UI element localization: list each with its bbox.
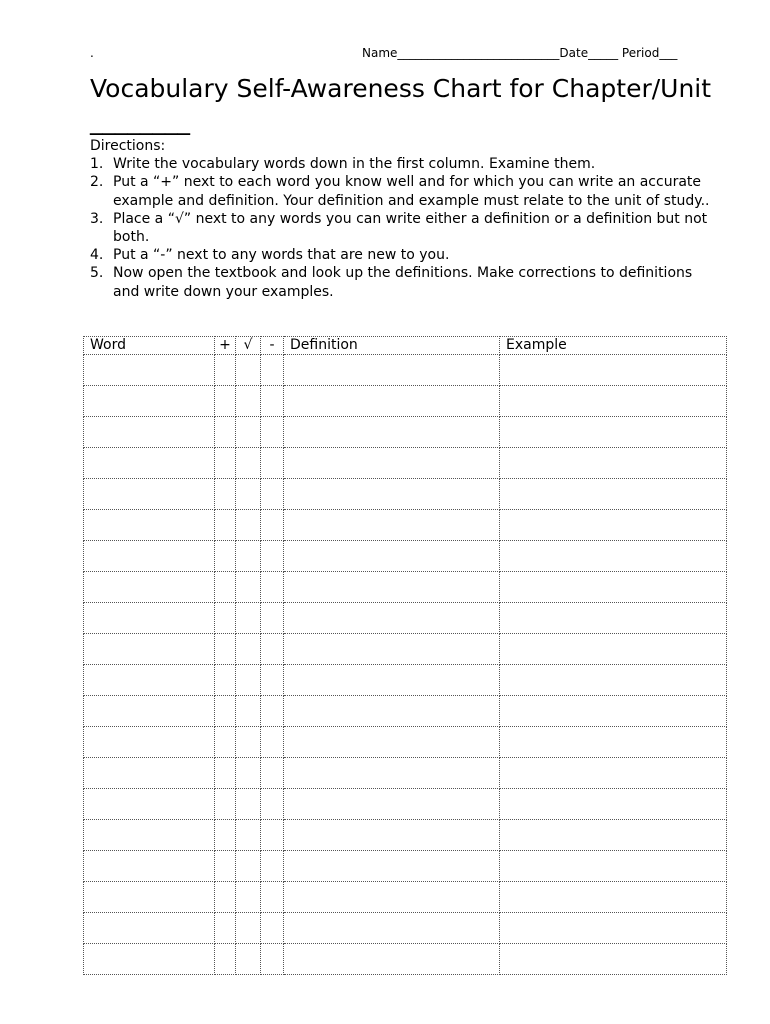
- plus-cell: [215, 727, 236, 758]
- check-cell: [236, 944, 261, 975]
- plus-cell: [215, 541, 236, 572]
- word-cell: [84, 851, 215, 882]
- chart-row: [84, 386, 727, 417]
- minus-cell: [261, 696, 284, 727]
- example-cell: [500, 789, 727, 820]
- minus-cell: [261, 851, 284, 882]
- column-header-plus: +: [215, 337, 236, 355]
- chapter-unit-blank: ________: [90, 106, 190, 135]
- check-cell: [236, 572, 261, 603]
- corner-dot: .: [90, 46, 94, 60]
- plus-cell: [215, 634, 236, 665]
- plus-cell: [215, 417, 236, 448]
- plus-cell: [215, 510, 236, 541]
- definition-cell: [284, 944, 500, 975]
- word-cell: [84, 696, 215, 727]
- minus-cell: [261, 541, 284, 572]
- check-cell: [236, 479, 261, 510]
- chart-row: [84, 479, 727, 510]
- check-cell: [236, 913, 261, 944]
- check-cell: [236, 510, 261, 541]
- example-cell: [500, 758, 727, 789]
- column-header-word: Word: [84, 337, 215, 355]
- minus-cell: [261, 386, 284, 417]
- minus-cell: [261, 944, 284, 975]
- chart-header-row: [84, 337, 727, 355]
- plus-cell: [215, 386, 236, 417]
- word-cell: [84, 510, 215, 541]
- check-cell: [236, 882, 261, 913]
- chart-row: [84, 696, 727, 727]
- direction-item: [90, 173, 720, 209]
- word-cell: [84, 386, 215, 417]
- definition-cell: [284, 665, 500, 696]
- minus-cell: [261, 634, 284, 665]
- example-cell: [500, 820, 727, 851]
- chart-row: [84, 448, 727, 479]
- word-cell: [84, 448, 215, 479]
- minus-cell: [261, 727, 284, 758]
- plus-cell: [215, 696, 236, 727]
- minus-cell: [261, 882, 284, 913]
- plus-cell: [215, 944, 236, 975]
- example-cell: [500, 727, 727, 758]
- direction-item: [90, 155, 720, 173]
- chart-row: [84, 789, 727, 820]
- check-cell: [236, 386, 261, 417]
- definition-cell: [284, 851, 500, 882]
- word-cell: [84, 820, 215, 851]
- plus-cell: [215, 603, 236, 634]
- example-cell: [500, 541, 727, 572]
- direction-number: 1.: [90, 156, 104, 173]
- word-cell: [84, 665, 215, 696]
- column-header-minus: -: [261, 337, 284, 355]
- direction-item: [90, 264, 720, 300]
- word-cell: [84, 758, 215, 789]
- check-cell: [236, 851, 261, 882]
- plus-cell: [215, 789, 236, 820]
- example-cell: [500, 479, 727, 510]
- minus-cell: [261, 355, 284, 386]
- example-cell: [500, 603, 727, 634]
- example-cell: [500, 386, 727, 417]
- example-cell: [500, 448, 727, 479]
- chart-row: [84, 727, 727, 758]
- minus-cell: [261, 448, 284, 479]
- check-cell: [236, 448, 261, 479]
- chart-row: [84, 417, 727, 448]
- definition-cell: [284, 417, 500, 448]
- example-cell: [500, 913, 727, 944]
- definition-cell: [284, 882, 500, 913]
- minus-cell: [261, 479, 284, 510]
- word-cell: [84, 634, 215, 665]
- definition-cell: [284, 758, 500, 789]
- direction-number: 3.: [90, 210, 104, 227]
- directions-label: Directions:: [90, 138, 166, 154]
- plus-cell: [215, 758, 236, 789]
- chart-row: [84, 572, 727, 603]
- chart-body: [84, 355, 727, 975]
- word-cell: [84, 882, 215, 913]
- word-cell: [84, 603, 215, 634]
- example-cell: [500, 665, 727, 696]
- chart-row: [84, 541, 727, 572]
- direction-text: Place a “√” next to any words you can write either a definition or a definition but not both.: [113, 210, 708, 246]
- direction-item: [90, 210, 720, 246]
- minus-cell: [261, 417, 284, 448]
- example-cell: [500, 417, 727, 448]
- definition-cell: [284, 789, 500, 820]
- chart-row: [84, 603, 727, 634]
- example-cell: [500, 572, 727, 603]
- plus-cell: [215, 355, 236, 386]
- directions: [90, 137, 720, 301]
- chart-row: [84, 913, 727, 944]
- definition-cell: [284, 913, 500, 944]
- minus-cell: [261, 789, 284, 820]
- minus-cell: [261, 510, 284, 541]
- definition-cell: [284, 510, 500, 541]
- minus-cell: [261, 665, 284, 696]
- direction-text: Write the vocabulary words down in the first column. Examine them.: [113, 156, 596, 173]
- direction-number: 2.: [90, 174, 104, 191]
- minus-cell: [261, 603, 284, 634]
- plus-cell: [215, 882, 236, 913]
- definition-cell: [284, 634, 500, 665]
- chart-row: [84, 355, 727, 386]
- word-cell: [84, 355, 215, 386]
- example-cell: [500, 851, 727, 882]
- example-cell: [500, 634, 727, 665]
- chart-row: [84, 820, 727, 851]
- example-cell: [500, 944, 727, 975]
- chart-row: [84, 665, 727, 696]
- minus-cell: [261, 758, 284, 789]
- chart-row: [84, 882, 727, 913]
- direction-item: [90, 246, 720, 264]
- check-cell: [236, 820, 261, 851]
- plus-cell: [215, 851, 236, 882]
- example-cell: [500, 696, 727, 727]
- column-header-definition: Definition: [284, 337, 500, 355]
- check-cell: [236, 696, 261, 727]
- chart-row: [84, 851, 727, 882]
- direction-number: 5.: [90, 265, 104, 282]
- word-cell: [84, 913, 215, 944]
- chart-row: [84, 758, 727, 789]
- minus-cell: [261, 820, 284, 851]
- word-cell: [84, 727, 215, 758]
- plus-cell: [215, 665, 236, 696]
- definition-cell: [284, 355, 500, 386]
- chart-row: [84, 510, 727, 541]
- definition-cell: [284, 603, 500, 634]
- column-header-example: Example: [500, 337, 727, 355]
- minus-cell: [261, 913, 284, 944]
- name-date-period-line: Name___________________________Date_____ Period___: [362, 46, 678, 60]
- example-cell: [500, 510, 727, 541]
- plus-cell: [215, 913, 236, 944]
- word-cell: [84, 479, 215, 510]
- check-cell: [236, 634, 261, 665]
- definition-cell: [284, 820, 500, 851]
- definition-cell: [284, 448, 500, 479]
- check-cell: [236, 789, 261, 820]
- example-cell: [500, 355, 727, 386]
- definition-cell: [284, 386, 500, 417]
- definition-cell: [284, 479, 500, 510]
- check-cell: [236, 355, 261, 386]
- check-cell: [236, 758, 261, 789]
- word-cell: [84, 417, 215, 448]
- plus-cell: [215, 572, 236, 603]
- minus-cell: [261, 572, 284, 603]
- column-header-check: √: [236, 337, 261, 355]
- vocabulary-chart: [83, 336, 727, 975]
- check-cell: [236, 603, 261, 634]
- definition-cell: [284, 727, 500, 758]
- chart-row: [84, 944, 727, 975]
- direction-text: Now open the textbook and look up the definitions. Make corrections to definitions and write down your examples.: [113, 265, 693, 300]
- plus-cell: [215, 479, 236, 510]
- example-cell: [500, 882, 727, 913]
- plus-cell: [215, 448, 236, 479]
- check-cell: [236, 541, 261, 572]
- word-cell: [84, 789, 215, 820]
- chart-row: [84, 634, 727, 665]
- word-cell: [84, 572, 215, 603]
- directions-list: [90, 155, 720, 301]
- direction-text: Put a “+” next to each word you know well and for which you can write an accurate example and definition. Your definition and example must relate to the unit of study..: [113, 174, 710, 209]
- direction-number: 4.: [90, 247, 104, 264]
- definition-cell: [284, 696, 500, 727]
- definition-cell: [284, 541, 500, 572]
- direction-text: Put a “-” next to any words that are new to you.: [113, 247, 450, 264]
- plus-cell: [215, 820, 236, 851]
- check-cell: [236, 727, 261, 758]
- word-cell: [84, 944, 215, 975]
- check-cell: [236, 417, 261, 448]
- word-cell: [84, 541, 215, 572]
- check-cell: [236, 665, 261, 696]
- definition-cell: [284, 572, 500, 603]
- page-title: Vocabulary Self-Awareness Chart for Chapter/Unit: [90, 74, 712, 103]
